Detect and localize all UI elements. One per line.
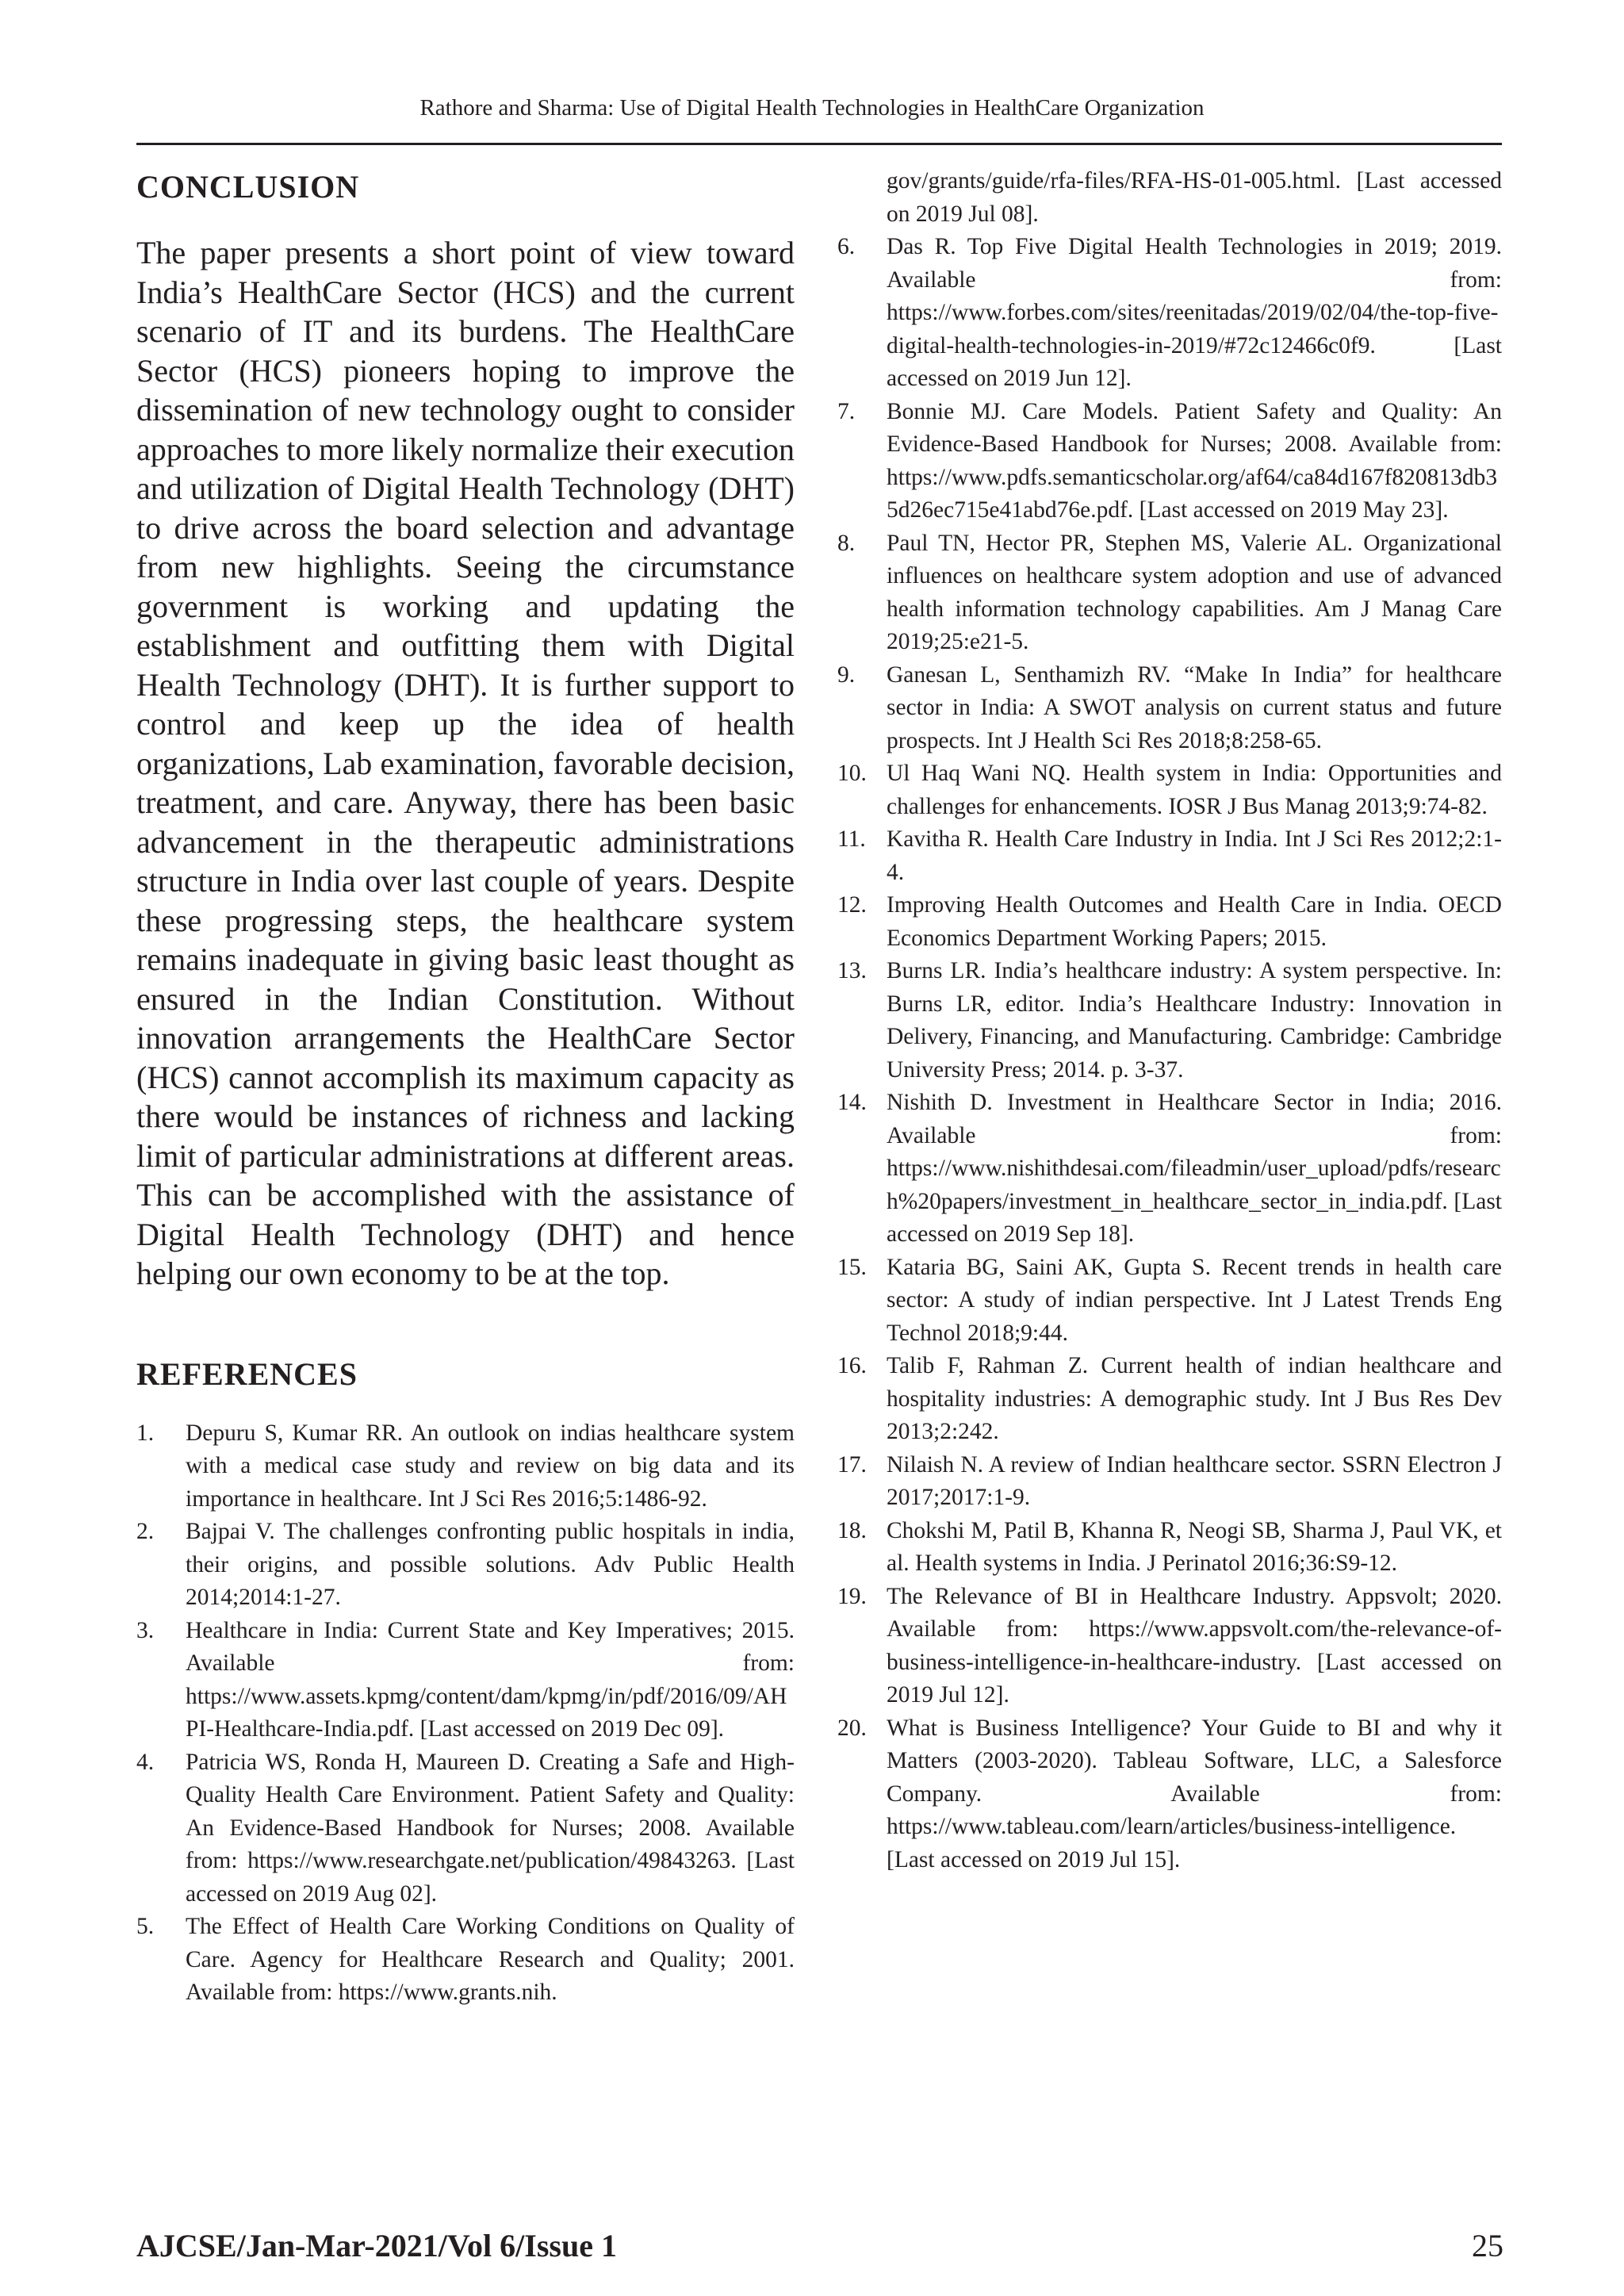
reference-text: Chokshi M, Patil B, Khanna R, Neogi SB, Sharma J, Paul VK, et al. Health systems in India. J Perinatol 2016;36:S9-12. [887, 1517, 1502, 1576]
reference-text: The Relevance of BI in Healthcare Industry. Appsvolt; 2020. Available from: https://www.appsvolt.com/the-relevance-of-business-intelligence-in-healthcare-industry. [Last accessed on 2019 Jul 12]. [887, 1583, 1502, 1708]
reference-item-continuation [837, 165, 1502, 231]
reference-item [837, 659, 1502, 758]
reference-number: 18. [837, 1517, 867, 1543]
reference-number: 19. [837, 1583, 867, 1609]
reference-text: Depuru S, Kumar RR. An outlook on indias healthcare system with a medical case study and review on big data and its importance in healthcare. Int J Sci Res 2016;5:1486-92. [186, 1420, 795, 1512]
reference-number: 11. [837, 826, 866, 852]
reference-number: 15. [837, 1254, 867, 1280]
reference-text: Patricia WS, Ronda H, Maureen D. Creating a Safe and High-Quality Health Care Environment. Patient Safety and Quality: An Evidence-Based Handbook for Nurses; 2008. Available from: https://www.researchgate.net/publication/49843263. [Last accessed on 2019 Aug 02]. [186, 1749, 795, 1907]
reference-item [837, 1449, 1502, 1515]
reference-text: Healthcare in India: Current State and Key Imperatives; 2015. Available from: https://www.assets.kpmg/content/dam/kpmg/in/pdf/2016/09/AHPI-Healthcare-India.pdf. [Last accessed on 2019 Dec 09]. [186, 1617, 795, 1742]
reference-item [837, 1251, 1502, 1351]
reference-text: Improving Health Outcomes and Health Care in India. OECD Economics Department Working Papers; 2015. [887, 892, 1502, 951]
reference-item [136, 1615, 795, 1746]
reference-item [837, 1350, 1502, 1449]
reference-item [837, 527, 1502, 659]
reference-text: Das R. Top Five Digital Health Technologies in 2019; 2019. Available from: https://www.forbes.com/sites/reenitadas/2019/02/04/the-top-five-digital-health-technologies-in-2019/#72c12466c0f9. [Last accessed on 2019 Jun 12]. [887, 234, 1502, 391]
reference-item [837, 1087, 1502, 1251]
reference-text: Bajpai V. The challenges confronting public hospitals in india, their origins, and possible solutions. Adv Public Health 2014;2014:1-27. [186, 1519, 795, 1610]
running-header: Rathore and Sharma: Use of Digital Health Technologies in HealthCare Organization [419, 95, 1205, 121]
reference-number: 17. [837, 1451, 867, 1478]
reference-number: 4. [136, 1749, 155, 1775]
reference-text: Kataria BG, Saini AK, Gupta S. Recent trends in health care sector: A study of indian perspective. Int J Latest Trends Eng Technol 2018;9:44. [887, 1254, 1502, 1346]
reference-number: 2. [136, 1519, 155, 1544]
reference-number: 9. [837, 661, 856, 688]
reference-number: 7. [837, 398, 856, 424]
reference-number: 3. [136, 1617, 155, 1643]
reference-item [837, 757, 1502, 823]
reference-number: 8. [837, 530, 856, 556]
reference-item [837, 823, 1502, 889]
reference-item [837, 231, 1502, 396]
reference-number: 5. [136, 1914, 155, 1939]
reference-text: Bonnie MJ. Care Models. Patient Safety and Quality: An Evidence-Based Handbook for Nurses; 2008. Available from: https://www.pdfs.semanticscholar.org/af64/ca84d167f820813db35d26ec715e41abd76e.pdf. [Last accessed on 2019 May 23]. [887, 398, 1502, 523]
reference-number: 16. [837, 1353, 867, 1378]
reference-item [136, 1417, 795, 1516]
reference-text: Paul TN, Hector PR, Stephen MS, Valerie AL. Organizational influences on healthcare system adoption and use of advanced health information technology capabilities. Am J Manag Care 2019;25:e21-5. [887, 530, 1502, 654]
reference-list-left [136, 1417, 795, 2010]
page-number: 25 [1472, 2228, 1503, 2263]
header-rule [136, 143, 1502, 145]
reference-text: Ul Haq Wani NQ. Health system in India: Opportunities and challenges for enhancements. IOSR J Bus Manag 2013;9:74-82. [887, 761, 1502, 819]
reference-text: Nilaish N. A review of Indian healthcare sector. SSRN Electron J 2017;2017:1-9. [887, 1451, 1502, 1510]
references-heading: REFERENCES [136, 1355, 358, 1392]
conclusion-heading: CONCLUSION [136, 169, 360, 205]
reference-text: The Effect of Health Care Working Conditions on Quality of Care. Agency for Healthcare Research and Quality; 2001. Available from: https://www.grants.nih. [186, 1914, 795, 2005]
reference-item [837, 1515, 1502, 1581]
reference-list-right [837, 165, 1502, 1876]
reference-item [136, 1516, 795, 1615]
reference-number: 10. [837, 761, 867, 786]
footer-journal-info: AJCSE/Jan-Mar-2021/Vol 6/Issue 1 [136, 2228, 617, 2263]
conclusion-body: The paper presents a short point of view toward India’s HealthCare Sector (HCS) and the current scenario of IT and its burdens. The HealthCare Sector (HCS) pioneers hoping to improve the dissemination of new technology ought to consider approaches to more likely normalize their execution and utilization of Digital Health Technology (DHT) to drive across the board selection and advantage from new highlights. Seeing the circumstance government is working and updating the establishment and outfitting them with Digital Health Technology (DHT). It is further support to control and keep up the idea of health organizations, Lab examination, favorable decision, treatment, and care. Anyway, there has been basic advancement in the therapeutic administrations structure in India over last couple of years. Despite these progressing steps, the healthcare system remains inadequate in giving basic least thought as ensured in the Indian Constitution. Without innovation arrangements the HealthCare Sector (HCS) cannot accomplish its maximum capacity as there would be instances of richness and lacking limit of particular administrations at different areas. This can be accomplished with the assistance of Digital Health Technology (DHT) and hence helping our own economy to be at the top. [136, 235, 795, 1291]
right-column [837, 165, 1502, 1876]
reference-text: Talib F, Rahman Z. Current health of indian healthcare and hospitality industries: A demographic study. Int J Bus Res Dev 2013;2:242. [887, 1353, 1502, 1444]
reference-number: 1. [136, 1420, 155, 1446]
reference-number: 14. [837, 1090, 867, 1115]
reference-text: Burns LR. India’s healthcare industry: A system perspective. In: Burns LR, editor. India’s Healthcare Industry: Innovation in Delivery, Financing, and Manufacturing. Cambridge: Cambridge University Press; 2014. p. 3-37. [887, 958, 1502, 1083]
reference-item [837, 396, 1502, 527]
reference-item [837, 955, 1502, 1087]
reference-item [837, 1581, 1502, 1712]
reference-item [837, 889, 1502, 955]
reference-number: 13. [837, 958, 867, 983]
reference-number: 6. [837, 234, 856, 259]
reference-text: Kavitha R. Health Care Industry in India. Int J Sci Res 2012;2:1-4. [887, 826, 1502, 885]
reference-item [136, 1911, 795, 2010]
reference-text: What is Business Intelligence? Your Guide to BI and why it Matters (2003-2020). Tableau Software, LLC, a Salesforce Company. Available from: https://www.tableau.com/learn/articles/business-intelligence. [Last accessed on 2019 Jul 15]. [887, 1715, 1502, 1872]
left-column [136, 165, 795, 2010]
reference-text: Nishith D. Investment in Healthcare Sector in India; 2016. Available from: https://www.nishithdesai.com/fileadmin/user_upload/pdfs/research%20papers/investment_in_healthcare_sector_in_india.pdf. [Last accessed on 2019 Sep 18]. [887, 1090, 1502, 1247]
reference-number: 20. [837, 1715, 867, 1741]
reference-number: 12. [837, 892, 867, 918]
reference-item [136, 1746, 795, 1911]
reference-text: Ganesan L, Senthamizh RV. “Make In India” for healthcare sector in India: A SWOT analysis on current status and future prospects. Int J Health Sci Res 2018;8:258-65. [887, 661, 1502, 753]
reference-text: gov/grants/guide/rfa-files/RFA-HS-01-005.html. [Last accessed on 2019 Jul 08]. [887, 168, 1502, 227]
reference-item [837, 1712, 1502, 1877]
